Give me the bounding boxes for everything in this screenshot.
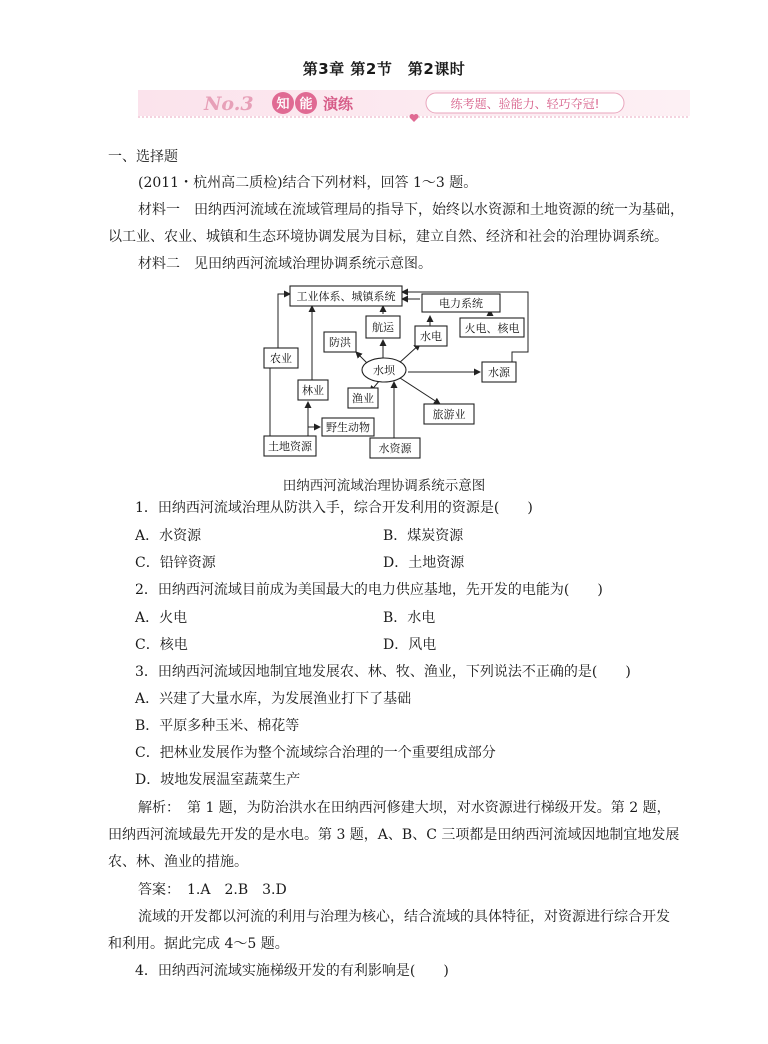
q1-option-b: B．煤炭资源: [383, 528, 464, 544]
tva-coordination-diagram: [260, 282, 550, 460]
node-flood: 防洪: [329, 336, 351, 349]
question-1: 1．田纳西河流域治理从防洪入手，综合开发利用的资源是( ): [135, 500, 533, 516]
node-shipping: 航运: [372, 321, 394, 334]
q3-option-b: B．平原多种玉米、棉花等: [135, 718, 300, 734]
banner-slogan: 练考题、验能力、轻巧夺冠!: [450, 97, 600, 111]
analysis-line-1: 解析： 第 1 题，为防治洪水在田纳西河修建大坝，对水资源进行梯级开发。第 2 题，: [138, 800, 671, 816]
arrow-dam-to-flood: [356, 352, 368, 364]
node-land: 土地资源: [268, 440, 312, 453]
q2-option-d: D．风电: [383, 637, 437, 653]
paragraph-line-1: 流域的开发都以河流的利用与治理为核心，结合流域的具体特征，对资源进行综合开发: [138, 909, 670, 925]
node-power: 电力系统: [439, 297, 483, 310]
q3-option-c: C．把林业发展作为整个流域综合治理的一个重要组成部分: [135, 745, 496, 761]
q2-option-c: C．核电: [135, 637, 188, 653]
node-thermal-nuclear: 火电、核电: [464, 322, 520, 335]
material-1-line-1: 材料一 田纳西河流域在流域管理局的指导下，始终以水资源和土地资源的统一为基础，: [138, 202, 684, 218]
q1-option-a: A．水资源: [135, 528, 202, 544]
q3-option-d: D．坡地发展温室蔬菜生产: [135, 772, 301, 788]
node-agriculture: 农业: [270, 352, 292, 365]
node-tourism: 旅游业: [432, 408, 466, 421]
node-water-resources: 水资源: [378, 442, 412, 455]
question-4: 4．田纳西河流域实施梯级开发的有利影响是( ): [135, 963, 449, 979]
node-dam: 水坝: [373, 364, 395, 377]
node-fishery: 渔业: [352, 392, 374, 405]
q3-option-a: A．兴建了大量水库，为发展渔业打下了基础: [135, 691, 412, 707]
answer-line: 答案： 1.A 2.B 3.D: [138, 882, 287, 898]
arrow-agriculture-to-industry: [278, 294, 290, 348]
analysis-line-3: 农、林、渔业的措施。: [108, 854, 248, 870]
arrow-dam-to-hydro: [398, 344, 420, 364]
q1-option-d: D．土地资源: [383, 555, 465, 571]
page-title: 第3章 第2节 第2课时: [302, 60, 466, 78]
material-1-line-2: 以工业、农业、城镇和生态环境协调发展为目标，建立自然、经济和社会的治理协调系统。: [108, 229, 668, 245]
section-heading: 一、选择题: [108, 149, 178, 165]
banner-tag-2: 能: [299, 97, 313, 112]
banner-tag-1: 知: [276, 97, 290, 112]
q1-option-c: C．铅锌资源: [135, 555, 216, 571]
diagram-caption: 田纳西河流域治理协调系统示意图: [282, 478, 486, 494]
node-water-source: 水源: [488, 366, 510, 379]
q2-option-b: B．水电: [383, 610, 436, 626]
arrow-dam-to-tourism: [400, 378, 440, 404]
q2-option-a: A．火电: [135, 610, 188, 626]
material-2: 材料二 见田纳西河流域治理协调系统示意图。: [138, 256, 432, 272]
node-forestry: 林业: [302, 384, 324, 397]
section-banner: [138, 86, 690, 126]
banner-no-label: No.3: [204, 93, 254, 115]
heart-icon: [410, 114, 419, 122]
arrow-land-to-agriculture: [270, 362, 272, 438]
source-line: (2011・杭州高二质检)结合下列材料，回答 1～3 题。: [138, 175, 478, 191]
analysis-line-2: 田纳西河流域最先开发的是水电。第 3 题，A、B、C 三项都是田纳西河流域因地制宜地发展: [108, 827, 680, 843]
node-hydro: 水电: [420, 330, 442, 343]
paragraph-line-2: 和利用。据此完成 4～5 题。: [108, 936, 289, 952]
node-industry: 工业体系、城镇系统: [296, 290, 396, 303]
node-wildlife: 野生动物: [326, 421, 370, 434]
question-2: 2．田纳西河流域目前成为美国最大的电力供应基地，先开发的电能为( ): [135, 582, 603, 598]
question-3: 3．田纳西河流域因地制宜地发展农、林、牧、渔业，下列说法不正确的是( ): [135, 664, 631, 680]
banner-word: 演练: [323, 95, 354, 113]
